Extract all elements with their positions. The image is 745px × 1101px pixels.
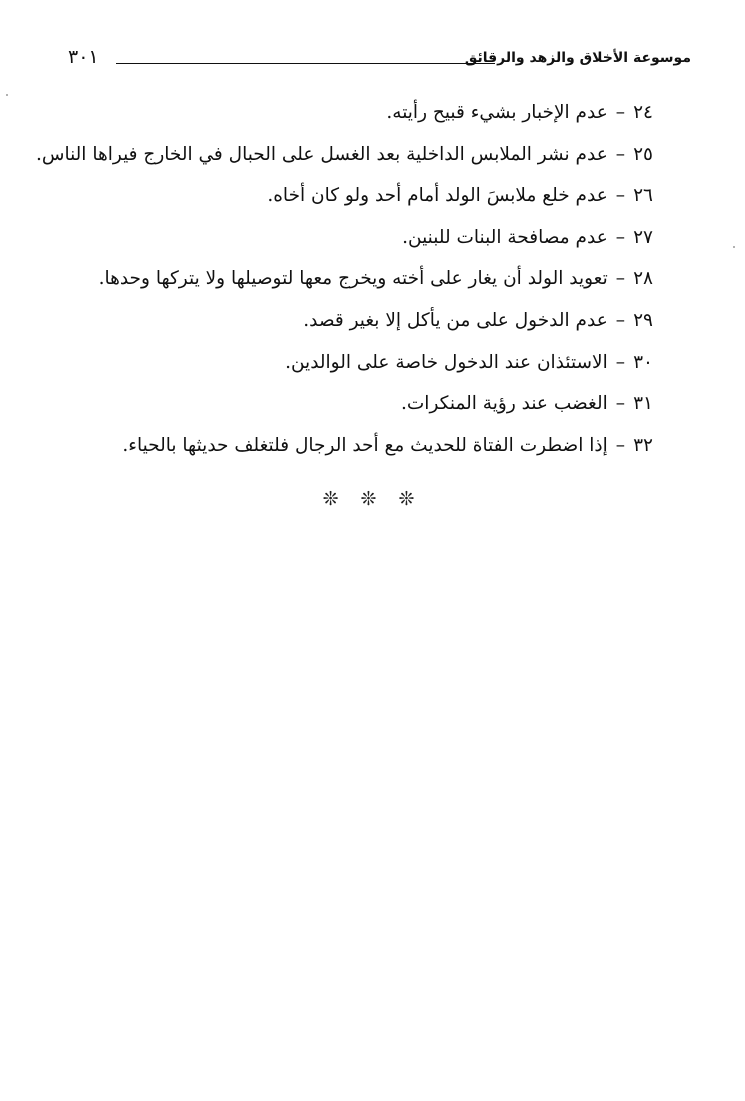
header-rule [116, 63, 495, 64]
list-item [93, 92, 653, 134]
item-dash: – [615, 268, 625, 290]
item-number: ٢٩ [633, 309, 653, 331]
scan-speck [733, 246, 735, 248]
scan-speck [6, 94, 8, 96]
book-title: موسوعة الأخلاق والزهد والرقائق [464, 50, 691, 66]
item-number: ٣٠ [633, 351, 653, 373]
list-item [93, 175, 653, 217]
item-number: ٣٢ [633, 434, 653, 456]
item-dash: – [615, 434, 625, 456]
list-item [93, 217, 653, 259]
item-number: ٢٨ [633, 268, 653, 290]
item-dash: – [615, 393, 625, 415]
list-item [93, 258, 653, 300]
item-text: عدم مصافحة البنات للبنين. [402, 226, 608, 248]
item-text: عدم الدخول على من يأكل إلا بغير قصد. [303, 309, 608, 331]
item-dash: – [615, 309, 625, 331]
list-item [35, 134, 653, 176]
item-text: تعويد الولد أن يغار على أخته ويخرج معها لتوصيلها ولا يتركها وحدها. [98, 268, 608, 290]
list-item [93, 383, 653, 425]
item-text: عدم الإخبار بشيء قبيح رأيته. [386, 102, 608, 123]
page-number: ٣٠١ [68, 46, 99, 68]
item-number: ٢٤ [633, 102, 653, 123]
item-text: الغضب عند رؤية المنكرات. [401, 393, 608, 415]
item-text: الاستئذان عند الدخول خاصة على الوالدين. [285, 351, 608, 373]
item-dash: – [615, 226, 625, 248]
section-end-ornament: ❊ ❊ ❊ [322, 488, 423, 510]
item-text: عدم نشر الملابس الداخلية بعد الغسل على الحبال في الخارج فيراها الناس. [35, 143, 608, 165]
item-number: ٢٥ [633, 143, 653, 165]
item-text: عدم خلع ملابسَ الولد أمام أحد ولو كان أخاه. [267, 185, 608, 207]
item-number: ٣١ [633, 393, 653, 415]
list-item [93, 342, 653, 384]
item-dash: – [615, 102, 625, 123]
item-number: ٢٧ [633, 226, 653, 248]
list-item [93, 425, 653, 467]
running-header [68, 48, 691, 72]
item-dash: – [615, 351, 625, 373]
item-number: ٢٦ [633, 185, 653, 207]
item-dash: – [615, 185, 625, 207]
etiquette-list [35, 92, 653, 466]
item-dash: – [615, 143, 625, 165]
list-item [93, 300, 653, 342]
item-text: إذا اضطرت الفتاة للحديث مع أحد الرجال فلتغلف حديثها بالحياء. [122, 434, 608, 456]
